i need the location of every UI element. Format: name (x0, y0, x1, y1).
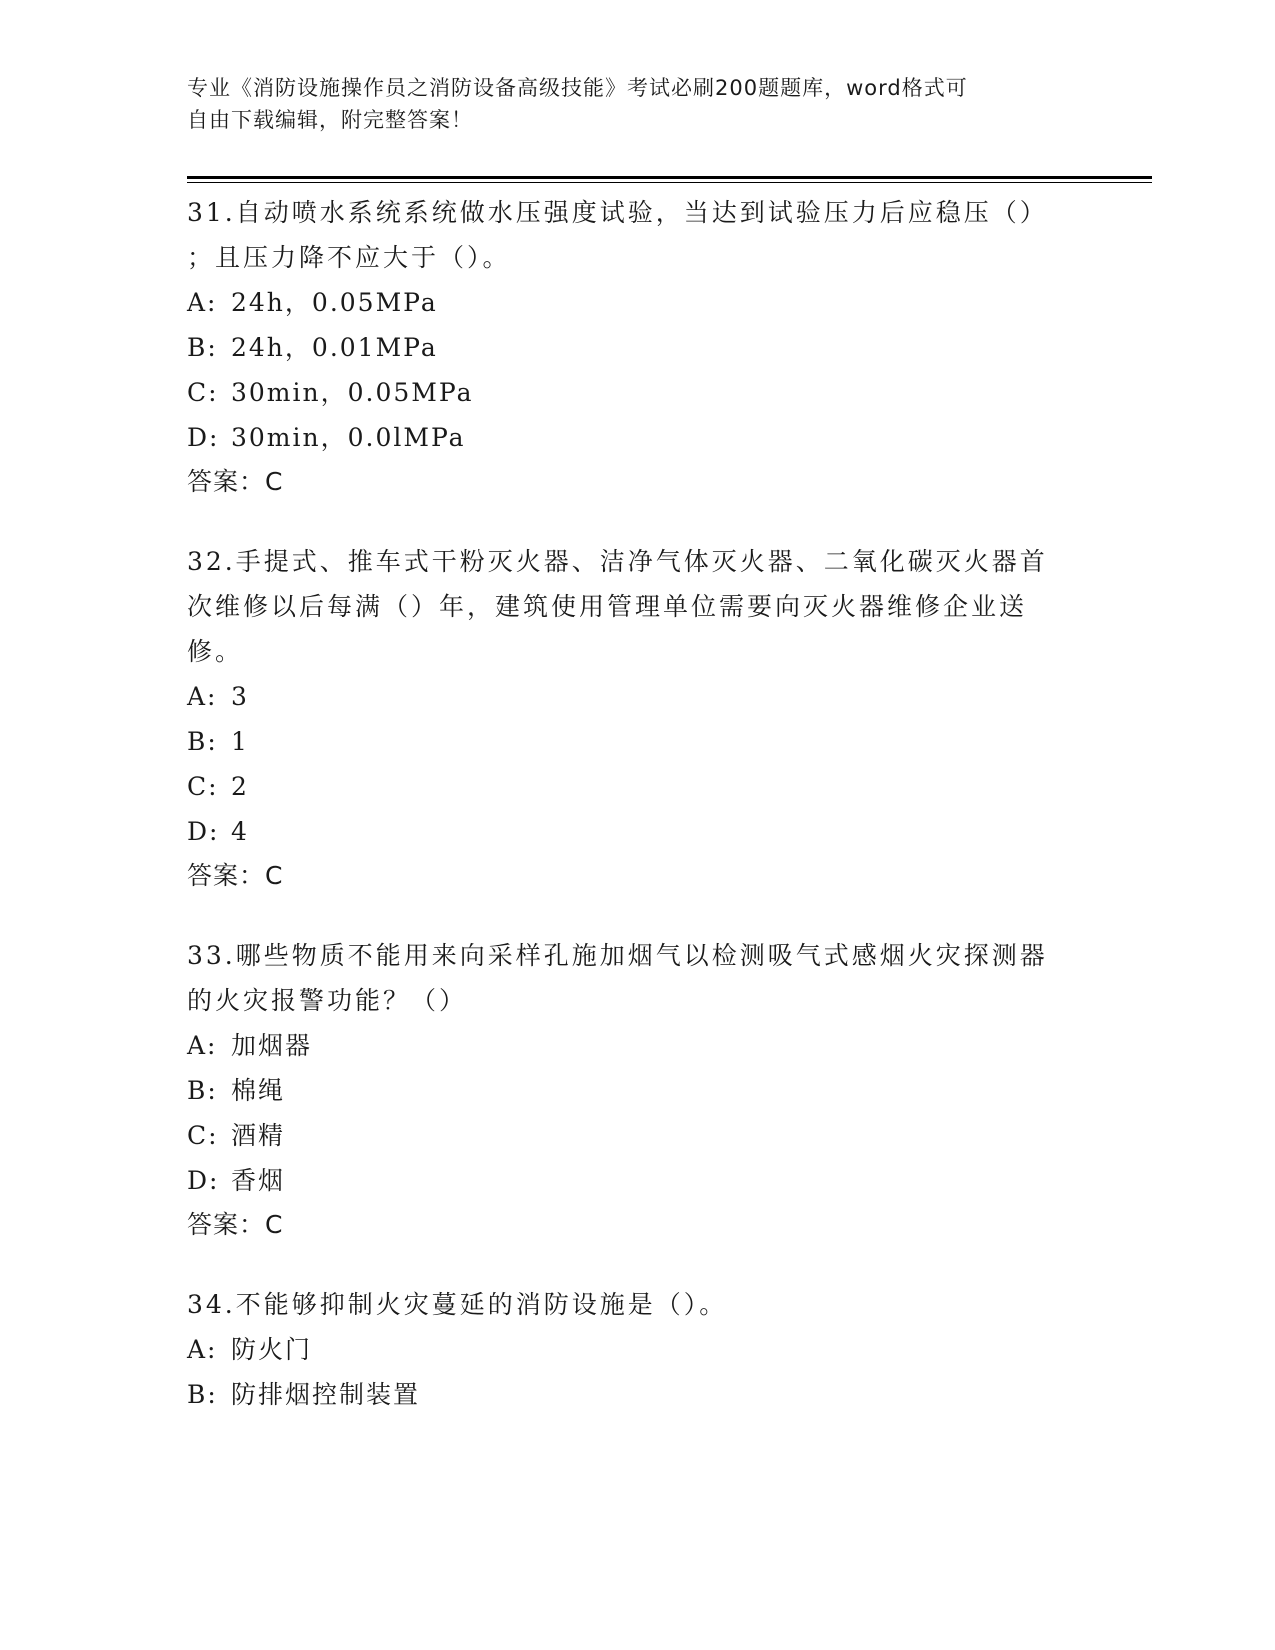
question-stem (187, 190, 1077, 280)
stem-line: 31.自动喷水系统系统做水压强度试验，当达到试验压力后应稳压（） (187, 198, 1048, 227)
option-text: 1 (231, 727, 249, 756)
option-text: 2 (231, 772, 249, 801)
option-d (187, 809, 1077, 854)
option-text: 防火门 (231, 1335, 313, 1364)
option-text: 加烟器 (231, 1031, 313, 1060)
option-a (187, 280, 1077, 325)
option-letter: B: (187, 1076, 218, 1105)
question-stem (187, 933, 1077, 1023)
stem-line: 34.不能够抑制火灾蔓延的消防设施是（）。 (187, 1290, 728, 1319)
option-a (187, 1023, 1077, 1068)
option-b (187, 719, 1077, 764)
option-d (187, 1158, 1077, 1203)
option-b (187, 325, 1077, 370)
option-letter: D: (187, 817, 220, 846)
header-line-1: 专业《消防设施操作员之消防设备高级技能》考试必刷200题题库，word格式可 (187, 76, 968, 100)
question-31 (187, 190, 1077, 504)
question-list (187, 190, 1077, 1452)
answer-line: 答案：C (187, 1210, 284, 1239)
stem-line: 次维修以后每满（）年，建筑使用管理单位需要向灭火器维修企业送 (187, 592, 1028, 621)
question-stem (187, 1282, 1077, 1327)
question-stem (187, 539, 1077, 674)
option-d (187, 415, 1077, 460)
header-divider-thin (187, 182, 1152, 183)
option-text: 24h，0.01MPa (231, 333, 438, 362)
option-letter: A: (187, 288, 218, 317)
option-letter: B: (187, 727, 218, 756)
option-text: 4 (231, 817, 249, 846)
option-a (187, 674, 1077, 719)
option-text: 香烟 (231, 1166, 286, 1195)
option-text: 30min，0.0lMPa (231, 423, 466, 452)
option-letter: B: (187, 333, 218, 362)
option-c (187, 370, 1077, 415)
option-text: 棉绳 (231, 1076, 286, 1105)
option-letter: B: (187, 1380, 218, 1409)
option-letter: C: (187, 772, 219, 801)
question-34 (187, 1282, 1077, 1417)
header-divider-thick (187, 176, 1152, 179)
option-letter: A: (187, 1335, 218, 1364)
question-32 (187, 539, 1077, 898)
option-b (187, 1372, 1077, 1417)
document-header (187, 72, 1067, 136)
option-c (187, 1113, 1077, 1158)
option-c (187, 764, 1077, 809)
answer-line: 答案：C (187, 467, 284, 496)
option-a (187, 1327, 1077, 1372)
option-letter: C: (187, 378, 219, 407)
option-letter: C: (187, 1121, 219, 1150)
stem-line: 33.哪些物质不能用来向采样孔施加烟气以检测吸气式感烟火灾探测器 (187, 941, 1048, 970)
option-text: 3 (231, 682, 249, 711)
option-text: 24h，0.05MPa (231, 288, 438, 317)
option-text: 30min，0.05MPa (231, 378, 474, 407)
option-text: 酒精 (231, 1121, 286, 1150)
stem-line: 的火灾报警功能？（） (187, 986, 468, 1015)
option-letter: D: (187, 1166, 220, 1195)
question-33 (187, 933, 1077, 1247)
stem-line: 32.手提式、推车式干粉灭火器、洁净气体灭火器、二氧化碳灭火器首 (187, 547, 1048, 576)
option-letter: A: (187, 682, 218, 711)
stem-line: 修。 (187, 637, 244, 666)
option-b (187, 1068, 1077, 1113)
stem-line: ；且压力降不应大于（）。 (187, 243, 511, 272)
option-letter: A: (187, 1031, 218, 1060)
header-line-2: 自由下载编辑，附完整答案！ (187, 108, 473, 132)
option-text: 防排烟控制装置 (231, 1380, 421, 1409)
option-letter: D: (187, 423, 220, 452)
answer-line: 答案：C (187, 861, 284, 890)
